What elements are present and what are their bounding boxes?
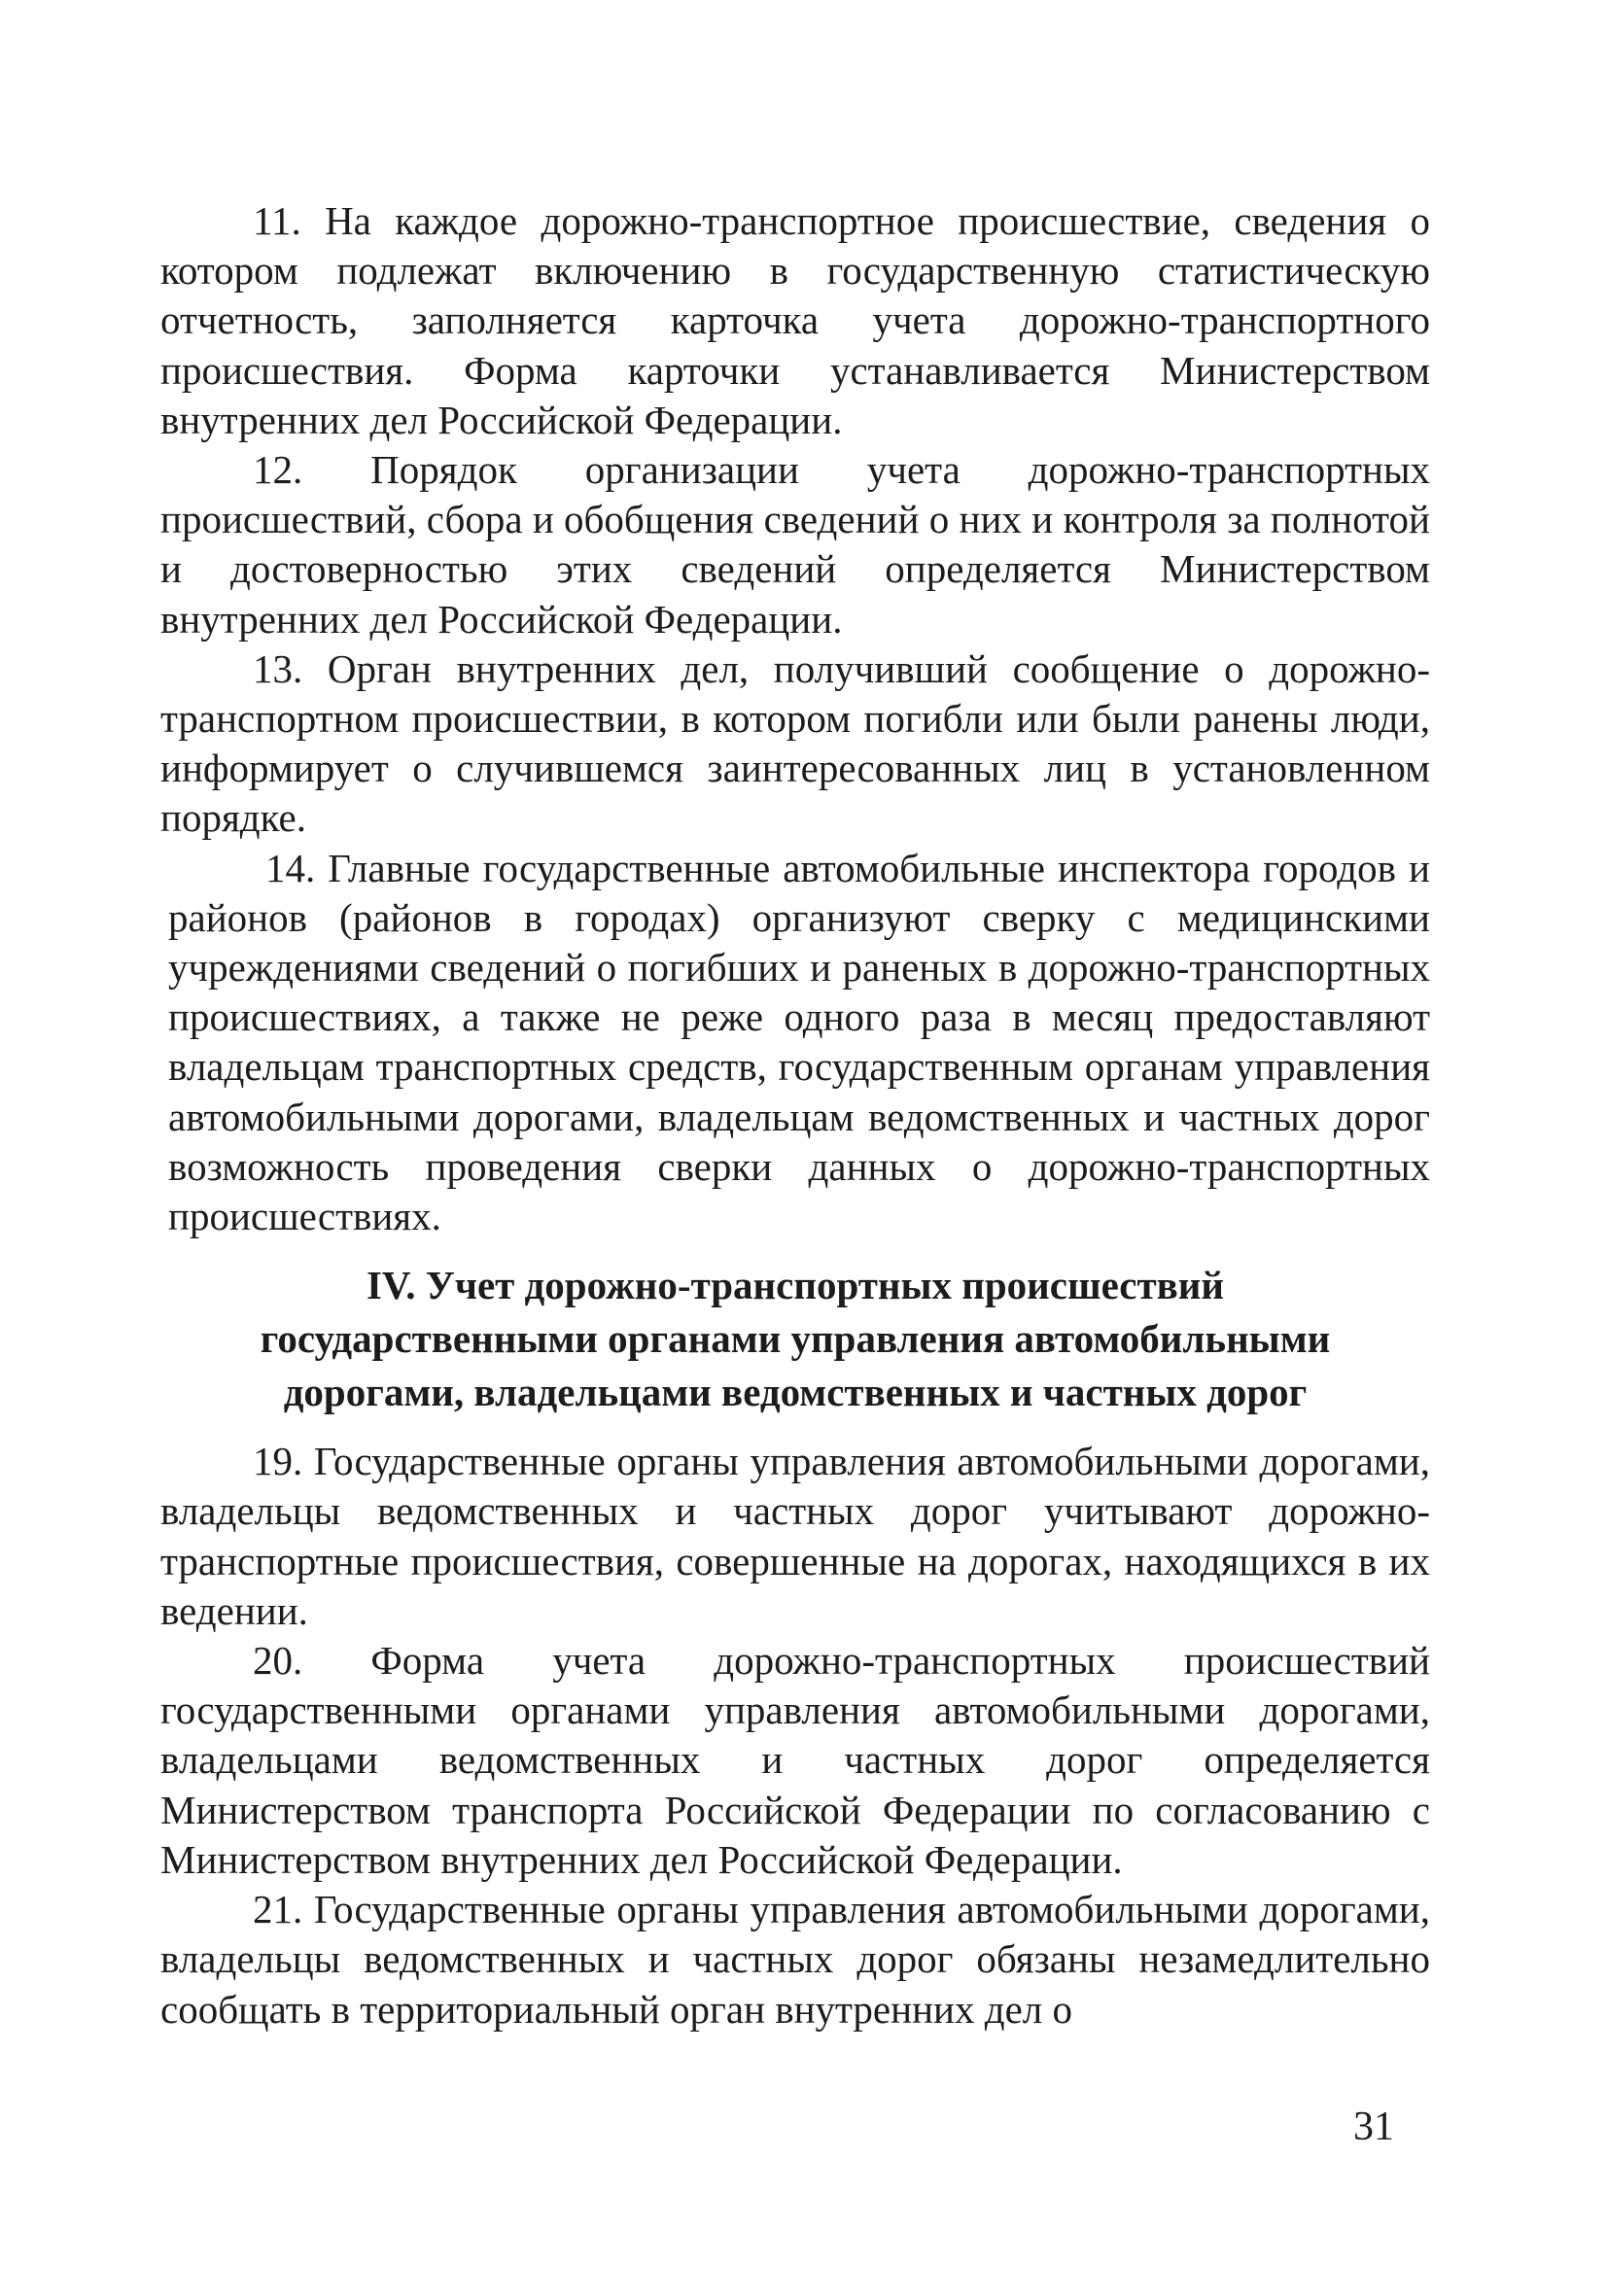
paragraph-21: 21. Государственные органы управления автомобильными дорогами, владельцы ведомственных и частных дорог обязаны незамедлительно сообщать в территориальный орган внутренних дел о — [160, 1887, 1430, 2032]
paragraph-14: 14. Главные государственные автомобильные инспектора городов и районов (районов в городах) организуют сверку с медицинскими учреждениями сведений о погибших и раненых в дорожно-транспортных происшествиях, а также не реже одного раза в месяц предоставляют владельцам транспортных средств, государственным органам управления автомобильными дорогами, владельцам ведомственных и частных дорог возможность проведения сверки данных о дорожно-транспортных происшествиях. — [168, 845, 1430, 1239]
document-page — [160, 196, 1430, 2035]
paragraph-12: 12. Порядок организации учета дорожно-транспортных происшествий, сбора и обобщения сведений о них и контроля за полнотой и достоверностью этих сведений определяется Министерством внутренних дел Российской Федерации. — [160, 447, 1430, 642]
paragraph-11: 11. На каждое дорожно-транспортное происшествие, сведения о котором подлежат включению в государственную статистическую отчетность, заполняется карточка учета дорожно-транспортного происшествия. Форма карточки устанавливается Министерством внутренних дел Российской Федерации. — [160, 198, 1430, 442]
paragraph-13: 13. Орган внутренних дел, получивший сообщение о дорожно-транспортном происшествии, в котором погибли или были ранены люди, информирует о случившемся заинтересованных лиц в установленном порядке. — [160, 645, 1430, 841]
section-heading-line-3: дорогами, владельцами ведомственных и частных дорог — [283, 1370, 1308, 1415]
page-number: 31 — [1353, 2105, 1394, 2149]
section-heading-line-1: IV. Учет дорожно-транспортных происшествий — [366, 1263, 1225, 1308]
section-heading — [160, 1259, 1430, 1419]
section-heading-line-2: государственными органами управления автомобильными — [260, 1316, 1331, 1362]
paragraph-19: 19. Государственные органы управления автомобильными дорогами, владельцы ведомственных и частных дорог учитывают дорожно-транспортные происшествия, совершенные на дорогах, находящихся в их ведении. — [160, 1439, 1430, 1633]
paragraph-20: 20. Форма учета дорожно-транспортных происшествий государственными органами управления автомобильными дорогами, владельцами ведомственных и частных дорог определяется Министерством транспорта Российской Федерации по согласованию с Министерством внутренних дел Российской Федерации. — [160, 1638, 1430, 1882]
